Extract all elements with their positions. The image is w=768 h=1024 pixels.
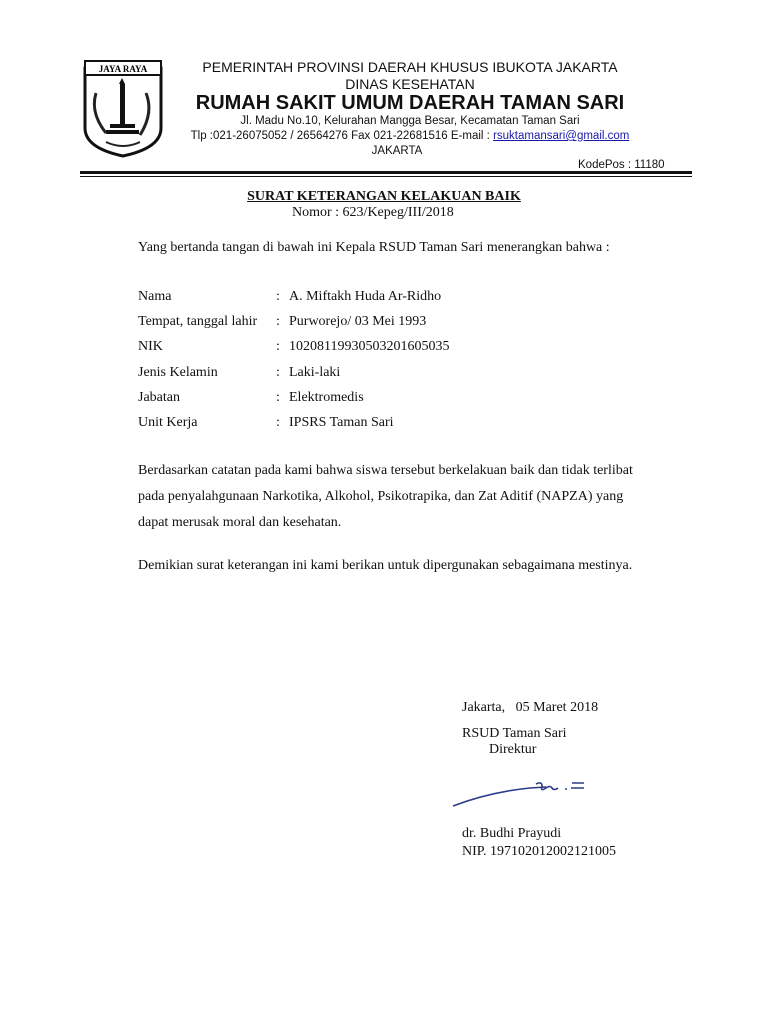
field-label: Jenis Kelamin xyxy=(138,364,218,380)
signer-name: dr. Budhi Prayudi xyxy=(462,826,562,841)
field-label: Tempat, tanggal lahir xyxy=(138,314,258,330)
field-label: NIK xyxy=(138,339,163,355)
header-divider-thin xyxy=(80,176,692,177)
jakarta-emblem-logo xyxy=(82,58,164,158)
field-value: IPSRS Taman Sari xyxy=(289,415,394,430)
paragraph-line: dapat merusak moral dan kesehatan. xyxy=(138,515,342,530)
letter-title: SURAT KETERANGAN KELAKUAN BAIK xyxy=(247,189,521,204)
closing-paragraph: Demikian surat keterangan ini kami berikan untuk dipergunakan sebagaimana mestinya. xyxy=(138,558,633,573)
field-colon: : xyxy=(276,314,280,330)
field-colon: : xyxy=(276,389,280,405)
contact-info xyxy=(191,130,630,142)
field-colon: : xyxy=(276,364,280,380)
field-value: Purworejo/ 03 Mei 1993 xyxy=(289,314,427,330)
field-value: Laki-laki xyxy=(289,364,341,380)
paragraph-line: pada penyalahgunaan Narkotika, Alkohol, Psikotrapika, dan Zat Aditif (NAPZA) yang xyxy=(138,489,624,504)
header-divider xyxy=(80,171,692,174)
paragraph-line: Berdasarkan catatan pada kami bahwa siswa tersebut berkelakuan baik dan tidak terlibat xyxy=(138,463,633,478)
field-colon: : xyxy=(276,339,280,355)
government-name: PEMERINTAH PROVINSI DAERAH KHUSUS IBUKOTA JAKARTA xyxy=(202,59,618,75)
svg-text:JAYA RAYA: JAYA RAYA xyxy=(98,64,148,74)
field-label: Nama xyxy=(138,289,172,304)
postcode: KodePos : 11180 xyxy=(578,159,665,171)
field-value: A. Miftakh Huda Ar-Ridho xyxy=(289,289,442,304)
field-label: Unit Kerja xyxy=(138,415,198,430)
field-colon: : xyxy=(276,289,280,304)
hospital-name: RUMAH SAKIT UMUM DAERAH TAMAN SARI xyxy=(195,92,625,114)
field-label: Jabatan xyxy=(138,389,180,405)
field-colon: : xyxy=(276,415,280,430)
field-value: Elektromedis xyxy=(289,389,364,405)
hospital-address: Jl. Madu No.10, Kelurahan Mangga Besar, Kecamatan Taman Sari xyxy=(240,115,580,127)
department-name: DINAS KESEHATAN xyxy=(345,76,475,92)
intro-text: Yang bertanda tangan di bawah ini Kepala RSUD Taman Sari menerangkan bahwa : xyxy=(138,240,610,255)
signer-position: Direktur xyxy=(489,742,537,757)
city: JAKARTA xyxy=(371,145,423,157)
letter-number: Nomor : 623/Kepeg/III/2018 xyxy=(292,205,454,220)
email-link[interactable]: rsuktamansari@gmail.com xyxy=(493,130,630,142)
contact-text: Tlp :021-26075052 / 26564276 Fax 021-22681516 E-mail : xyxy=(190,130,494,142)
place-date: Jakarta, 05 Maret 2018 xyxy=(462,700,599,715)
signature-image xyxy=(450,778,600,810)
signer-nip: NIP. 197102012002121005 xyxy=(462,844,617,859)
organization: RSUD Taman Sari xyxy=(462,726,567,741)
field-value: 1020811993050320160503​5 xyxy=(289,339,450,355)
